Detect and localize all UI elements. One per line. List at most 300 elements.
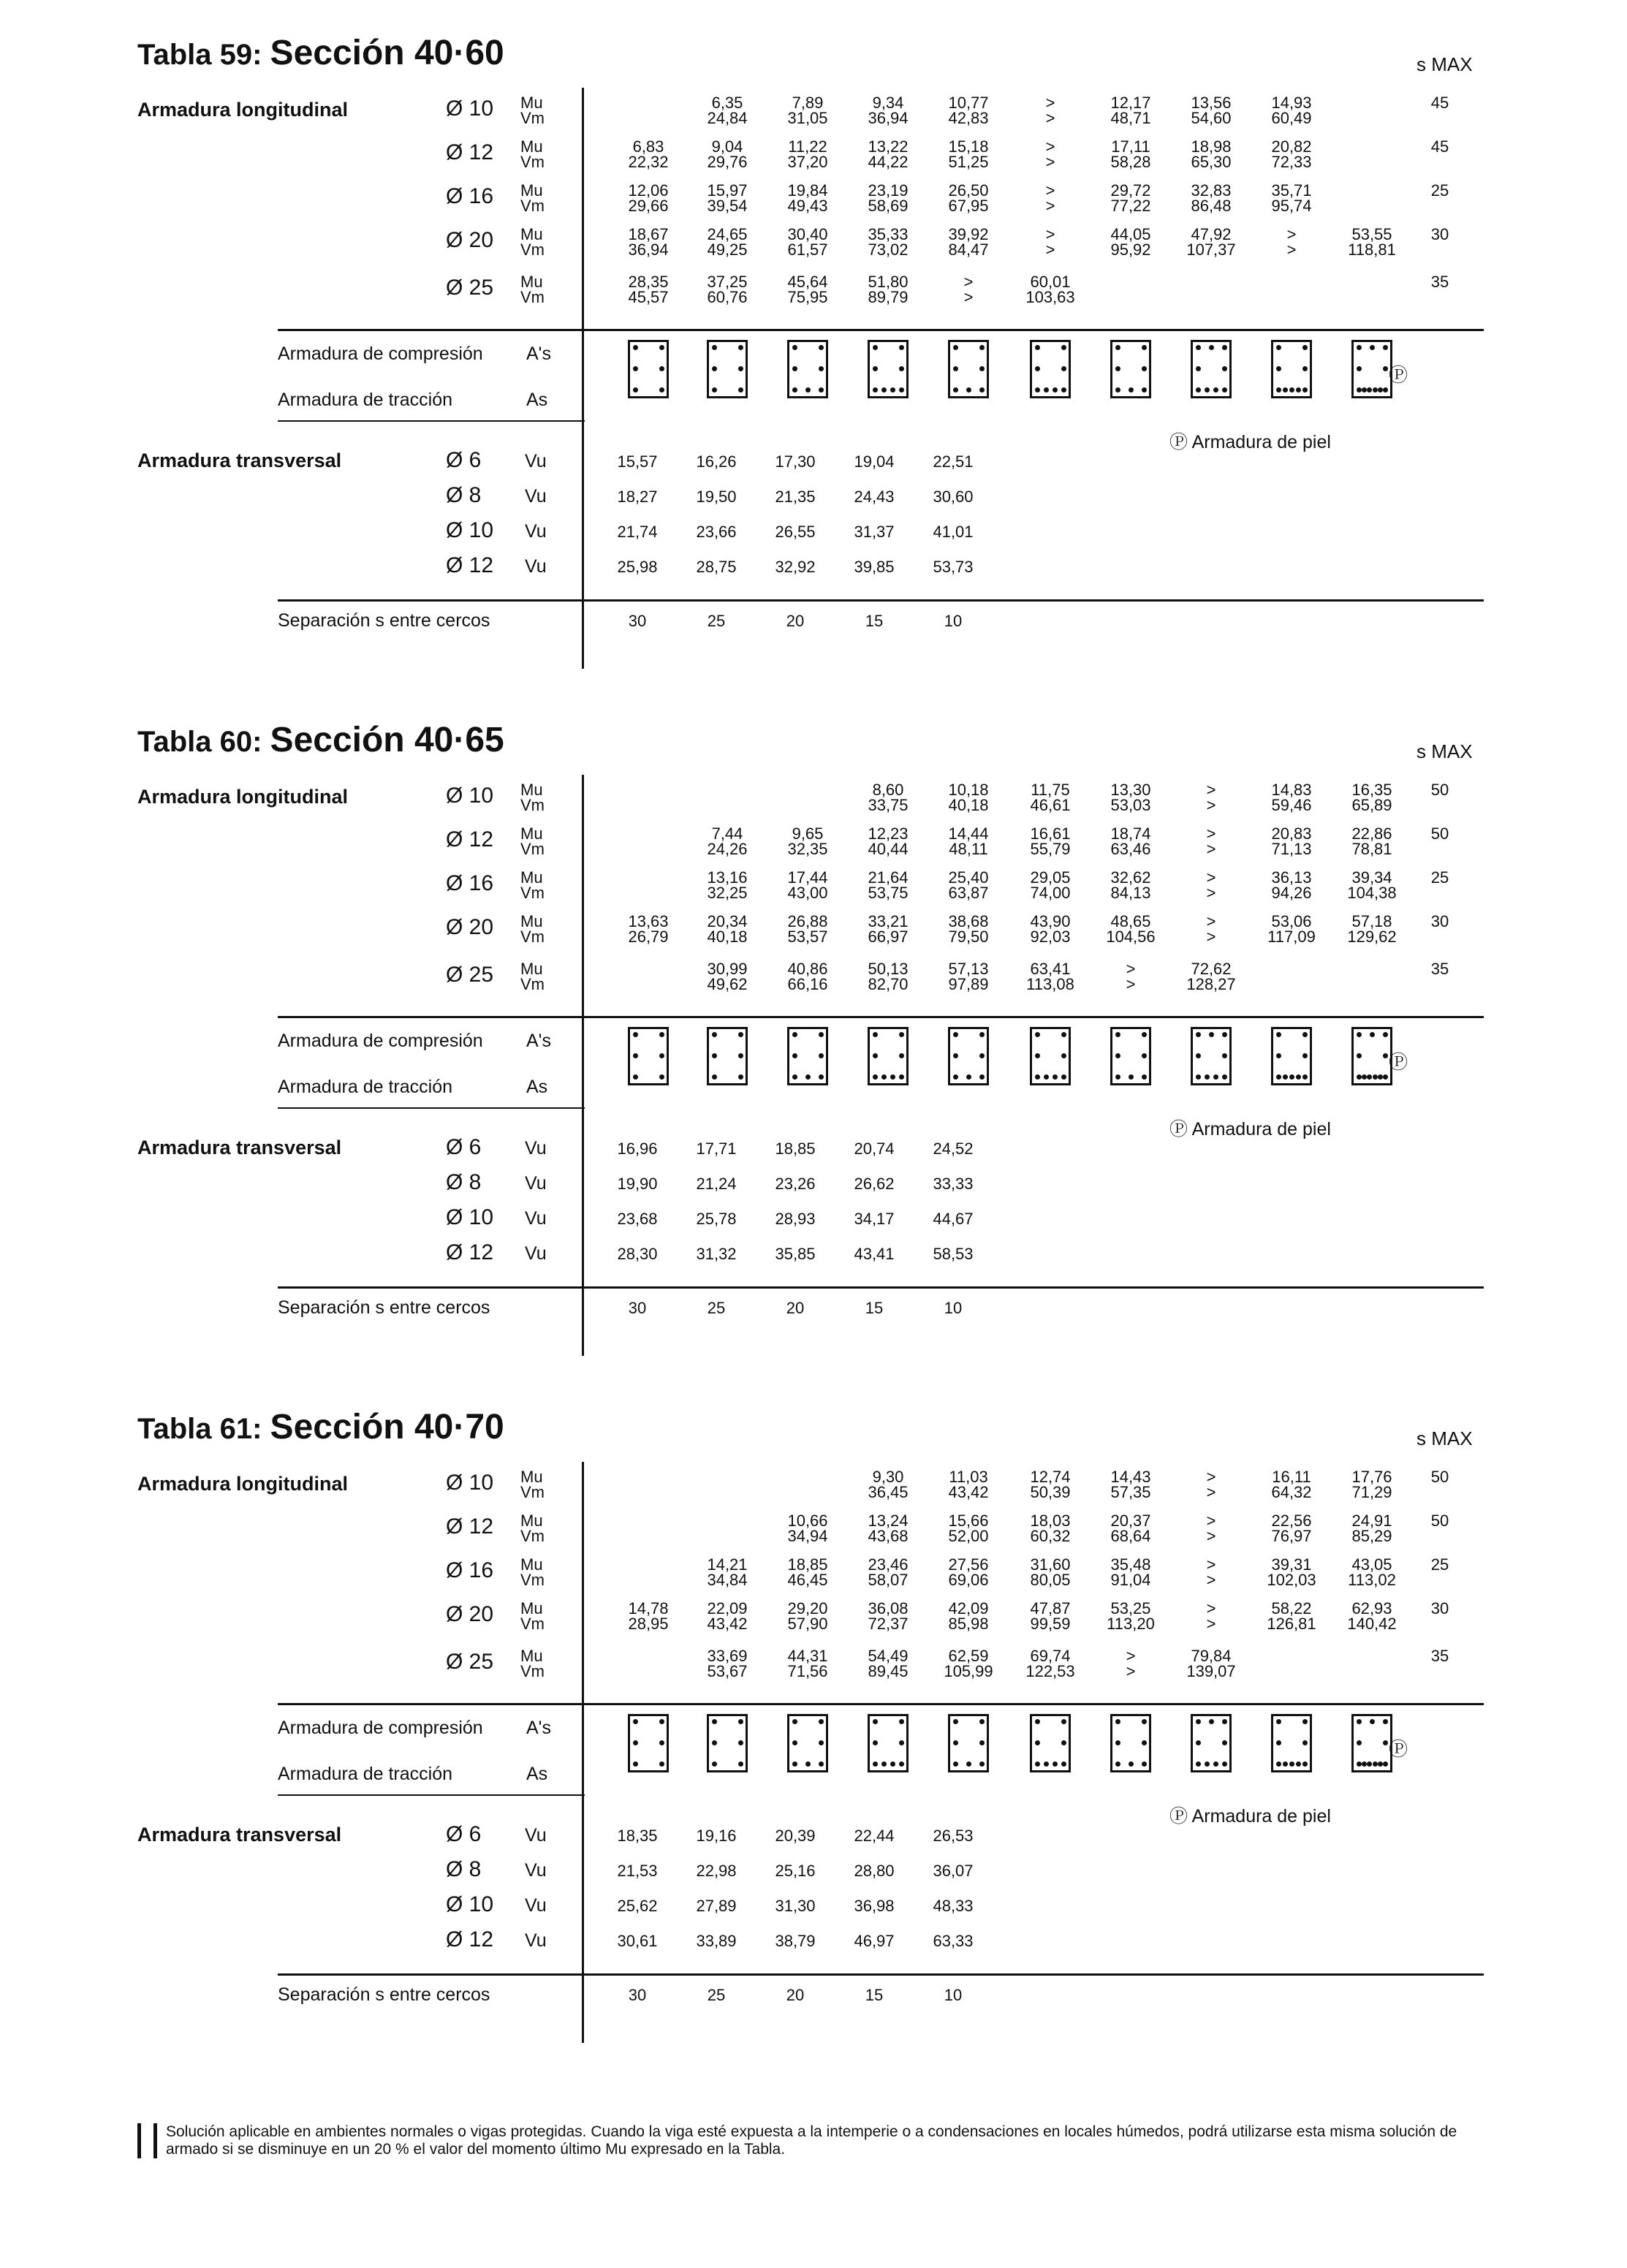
rebar-dot xyxy=(633,1053,638,1058)
vu-value: 28,80 xyxy=(854,1862,895,1880)
section-drawing xyxy=(948,1714,989,1772)
rebar-dot xyxy=(1276,1053,1281,1058)
cell-value: 9,30 xyxy=(872,1468,904,1486)
mu-label: Mu xyxy=(520,1555,543,1574)
cell-value: 36,08 xyxy=(868,1599,909,1617)
vu-value: 63,33 xyxy=(933,1932,974,1950)
cell-value: 14,83 xyxy=(1271,781,1312,799)
cell-value: 49,62 xyxy=(707,975,748,993)
cell-value: 16,35 xyxy=(1351,781,1392,799)
rebar-dot xyxy=(712,387,717,392)
vu-value: 36,98 xyxy=(854,1897,895,1915)
cell-value: 18,85 xyxy=(787,1555,828,1574)
cell-value: 43,42 xyxy=(948,1483,989,1501)
cell-value: 66,16 xyxy=(787,975,828,993)
rebar-dot xyxy=(1142,1053,1147,1058)
rebar-dot xyxy=(659,1740,664,1745)
mu-vm-label xyxy=(520,183,545,213)
diameter-label: Ø 20 xyxy=(446,915,494,939)
cell-value: 69,74 xyxy=(1030,1647,1071,1665)
cell-value: 24,91 xyxy=(1351,1512,1392,1530)
rebar-dot xyxy=(1373,1074,1378,1080)
rebar-dot xyxy=(1115,1074,1120,1080)
section-drawing xyxy=(1030,1714,1071,1772)
cell-value: 54,60 xyxy=(1191,109,1232,127)
table-cell xyxy=(1324,1557,1419,1588)
rebar-dot xyxy=(1129,1761,1134,1767)
mu-label: Mu xyxy=(520,1647,543,1665)
separator xyxy=(278,1703,1484,1705)
separator xyxy=(278,1794,585,1796)
cell-value: > xyxy=(1206,840,1216,858)
rebar-dot xyxy=(966,1074,971,1080)
cell-value: 39,54 xyxy=(707,197,748,215)
rebar-dot xyxy=(1142,366,1147,371)
rebar-dot xyxy=(805,387,811,392)
rebar-dot xyxy=(1302,1740,1308,1745)
mu-label: Mu xyxy=(520,781,543,799)
vm-label: Vm xyxy=(520,975,545,993)
table-cell xyxy=(1003,274,1098,305)
diameter-label: Ø 8 xyxy=(446,483,482,507)
vm-label: Vm xyxy=(520,884,545,902)
rebar-dot xyxy=(899,345,904,350)
cell-value: 63,41 xyxy=(1030,960,1071,978)
compression-symbol: A's xyxy=(526,1718,551,1738)
rebar-dot xyxy=(712,1740,717,1745)
mu-vm-label xyxy=(520,139,545,170)
cell-value: 45,57 xyxy=(628,288,669,306)
diameter-label: Ø 20 xyxy=(446,228,494,252)
vm-label: Vm xyxy=(520,1662,545,1680)
rebar-dot xyxy=(1196,387,1201,392)
rebar-dot xyxy=(1302,345,1308,350)
rebar-dot xyxy=(1196,1719,1201,1724)
cell-value: 60,76 xyxy=(707,288,748,306)
vu-value: 18,85 xyxy=(775,1139,816,1158)
vu-value: 31,32 xyxy=(696,1245,737,1263)
vu-value: 58,53 xyxy=(933,1245,974,1263)
vu-value: 26,62 xyxy=(854,1175,895,1193)
table-cell xyxy=(921,1648,1016,1679)
cell-value: 36,94 xyxy=(868,109,909,127)
table-block xyxy=(0,1407,1627,2050)
cell-value: 15,97 xyxy=(707,181,748,200)
rebar-dot xyxy=(1383,1719,1388,1724)
cell-value: 140,42 xyxy=(1347,1615,1397,1633)
cell-value: 53,06 xyxy=(1271,912,1312,930)
rebar-dot xyxy=(1115,1740,1120,1745)
cell-value: 42,09 xyxy=(948,1599,989,1617)
cell-value: 12,74 xyxy=(1030,1468,1071,1486)
smax-header: s MAX xyxy=(1416,740,1473,762)
rebar-dot xyxy=(1142,1719,1147,1724)
vertical-rule xyxy=(582,1462,584,2043)
cell-value: 50,13 xyxy=(868,960,909,978)
rebar-dot xyxy=(953,1761,958,1767)
cell-value: 37,25 xyxy=(707,273,748,291)
rebar-dot xyxy=(1061,1761,1066,1767)
rebar-dot xyxy=(1061,345,1066,350)
cell-value: 60,49 xyxy=(1271,109,1312,127)
rebar-dot xyxy=(1061,1719,1066,1724)
table-cell xyxy=(1324,782,1419,813)
cell-value: 51,25 xyxy=(948,153,989,171)
rebar-dot xyxy=(979,1719,985,1724)
vu-value: 48,33 xyxy=(933,1897,974,1915)
cell-value: > xyxy=(1126,975,1136,993)
rebar-dot xyxy=(659,366,664,371)
rebar-dot xyxy=(899,387,904,392)
cell-value: > xyxy=(963,273,974,291)
cell-value: > xyxy=(1206,796,1216,814)
rebar-dot xyxy=(1222,1074,1227,1080)
rebar-dot xyxy=(1035,1719,1040,1724)
cell-value: 43,42 xyxy=(707,1615,748,1633)
cell-value: 79,50 xyxy=(948,928,989,946)
traction-symbol: As xyxy=(526,1077,548,1097)
vu-value: 18,27 xyxy=(617,488,658,506)
cell-value: 32,35 xyxy=(787,840,828,858)
rebar-dot xyxy=(1213,387,1218,392)
rebar-dot xyxy=(953,1074,958,1080)
cell-value: > xyxy=(1045,109,1055,127)
diameter-label: Ø 12 xyxy=(446,827,494,852)
vm-label: Vm xyxy=(520,240,545,259)
rebar-dot xyxy=(873,1053,878,1058)
section-drawing xyxy=(868,340,909,398)
rebar-dot xyxy=(1383,1053,1388,1058)
vm-label: Vm xyxy=(520,840,545,858)
cell-value: 32,83 xyxy=(1191,181,1232,200)
cell-value: 113,20 xyxy=(1107,1615,1155,1633)
cell-value: 47,87 xyxy=(1030,1599,1071,1617)
rebar-dot xyxy=(1061,1053,1066,1058)
compression-label: Armadura de compresión xyxy=(278,1031,483,1051)
vm-label: Vm xyxy=(520,1571,545,1589)
rebar-dot xyxy=(953,1053,958,1058)
table-cell xyxy=(1324,1513,1419,1544)
vu-value: 43,41 xyxy=(854,1245,895,1263)
cell-value: > xyxy=(963,288,974,306)
cell-value: 94,26 xyxy=(1271,884,1312,902)
rebar-dot xyxy=(1209,345,1214,350)
rebar-dot xyxy=(1035,1740,1040,1745)
cell-value: 34,84 xyxy=(707,1571,748,1589)
rebar-dot xyxy=(1115,387,1120,392)
table-cell xyxy=(921,826,1016,857)
mu-label: Mu xyxy=(520,1599,543,1617)
sep-value: 15 xyxy=(865,1299,884,1317)
rebar-dot xyxy=(805,1761,811,1767)
sep-value: 20 xyxy=(786,612,805,630)
section-drawing xyxy=(1030,340,1071,398)
rebar-dot xyxy=(633,1074,638,1080)
cell-value: 52,00 xyxy=(948,1527,989,1545)
cell-value: > xyxy=(1045,197,1055,215)
cell-value: 16,11 xyxy=(1272,1468,1311,1486)
rebar-dot xyxy=(979,345,985,350)
rebar-dot xyxy=(1209,1032,1214,1037)
cell-value: 18,67 xyxy=(628,225,669,243)
cell-value: 103,63 xyxy=(1025,288,1075,306)
rebar-dot xyxy=(899,1032,904,1037)
rebar-dot xyxy=(1373,1761,1378,1767)
rebar-dot xyxy=(1035,387,1040,392)
vu-label: Vu xyxy=(525,556,547,577)
rebar-dot xyxy=(792,1074,797,1080)
rebar-dot xyxy=(1370,1719,1375,1724)
cell-value: 60,01 xyxy=(1030,273,1071,291)
cell-value: > xyxy=(1126,960,1136,978)
rebar-dot xyxy=(873,1719,878,1724)
trans-label: Armadura transversal xyxy=(137,450,342,471)
vu-value: 30,61 xyxy=(617,1932,658,1950)
rebar-dot xyxy=(1276,345,1281,350)
sep-value: 25 xyxy=(707,612,726,630)
table-cell xyxy=(921,914,1016,944)
vu-label: Vu xyxy=(525,1860,547,1881)
cell-value: 122,53 xyxy=(1025,1662,1075,1680)
vu-value: 21,35 xyxy=(775,488,816,506)
cell-value: 104,38 xyxy=(1347,884,1397,902)
rebar-dot xyxy=(899,366,904,371)
rebar-dot xyxy=(819,1740,824,1745)
cell-value: 43,05 xyxy=(1351,1555,1392,1574)
diameter-label: Ø 25 xyxy=(446,963,494,987)
rebar-dot xyxy=(899,1740,904,1745)
vu-label: Vu xyxy=(525,451,547,471)
vu-value: 16,26 xyxy=(696,452,737,471)
vu-label: Vu xyxy=(525,1208,547,1229)
cell-value: 63,87 xyxy=(948,884,989,902)
cell-value: > xyxy=(1045,181,1055,200)
cell-value: 64,32 xyxy=(1271,1483,1312,1501)
rebar-dot xyxy=(1367,1761,1372,1767)
rebar-dot xyxy=(738,366,743,371)
vu-label: Vu xyxy=(525,1895,547,1916)
smax-value: 30 xyxy=(1430,912,1449,930)
rebar-dot xyxy=(1222,387,1227,392)
section-drawing xyxy=(1110,1714,1151,1772)
smax-value: 50 xyxy=(1430,1512,1449,1530)
vu-value: 20,39 xyxy=(775,1827,816,1845)
rebar-dot xyxy=(1383,387,1388,392)
cell-value: 31,60 xyxy=(1030,1555,1071,1574)
mu-label: Mu xyxy=(520,960,543,978)
section-drawing xyxy=(1271,1714,1312,1772)
vu-value: 16,96 xyxy=(617,1139,658,1158)
smax-value: 45 xyxy=(1430,94,1449,112)
vu-value: 24,52 xyxy=(933,1139,974,1158)
smax-value: 25 xyxy=(1430,1555,1449,1574)
skin-label: Ⓟ Armadura de piel xyxy=(1169,432,1331,452)
rebar-dot xyxy=(819,1032,824,1037)
cell-value: 10,66 xyxy=(787,1512,828,1530)
rebar-dot xyxy=(979,1053,985,1058)
rebar-dot xyxy=(1213,1761,1218,1767)
smax-value: 25 xyxy=(1430,181,1449,200)
rebar-dot xyxy=(1289,387,1294,392)
rebar-dot xyxy=(1044,387,1049,392)
rebar-dot xyxy=(873,1740,878,1745)
table-cell xyxy=(921,870,1016,900)
cell-value: 113,08 xyxy=(1026,975,1074,993)
rebar-dot xyxy=(1035,1074,1040,1080)
cell-value: 49,25 xyxy=(707,240,748,259)
table-cell xyxy=(921,183,1016,213)
cell-value: 53,57 xyxy=(787,928,828,946)
diameter-label: Ø 12 xyxy=(446,1927,494,1952)
table-cell xyxy=(921,95,1016,126)
cell-value: 14,78 xyxy=(628,1599,669,1617)
cell-value: 58,28 xyxy=(1110,153,1151,171)
mu-vm-label xyxy=(520,914,545,944)
cell-value: > xyxy=(1206,884,1216,902)
rebar-dot xyxy=(1378,1074,1383,1080)
diameter-label: Ø 6 xyxy=(446,1135,482,1159)
rebar-dot xyxy=(1357,1719,1362,1724)
rebar-dot xyxy=(1357,387,1362,392)
rebar-dot xyxy=(633,1740,638,1745)
rebar-dot xyxy=(1362,387,1367,392)
rebar-dot xyxy=(1302,366,1308,371)
cell-value: 40,44 xyxy=(868,840,909,858)
cell-value: 76,97 xyxy=(1271,1527,1312,1545)
cell-value: 99,59 xyxy=(1030,1615,1071,1633)
vu-label: Vu xyxy=(525,1825,547,1846)
table-cell xyxy=(921,227,1016,257)
rebar-dot xyxy=(1142,345,1147,350)
cell-value: 62,59 xyxy=(948,1647,989,1665)
cell-value: 58,22 xyxy=(1271,1599,1312,1617)
vu-value: 33,89 xyxy=(696,1932,737,1950)
section-title: Sección 40·70 xyxy=(270,1408,504,1446)
cell-value: > xyxy=(1045,153,1055,171)
cell-value: 29,72 xyxy=(1110,181,1151,200)
sep-value: 15 xyxy=(865,1986,884,2004)
vu-value: 28,93 xyxy=(775,1210,816,1228)
cell-value: 65,30 xyxy=(1191,153,1232,171)
cell-value: 14,44 xyxy=(948,824,989,843)
rebar-dot xyxy=(1296,1761,1301,1767)
vu-value: 31,30 xyxy=(775,1897,816,1915)
vu-value: 19,16 xyxy=(696,1827,737,1845)
mu-vm-label xyxy=(520,227,545,257)
cell-value: 35,71 xyxy=(1271,181,1312,200)
rebar-dot xyxy=(1357,1761,1362,1767)
cell-value: 6,83 xyxy=(632,137,664,156)
rebar-dot xyxy=(873,387,878,392)
cell-value: 20,37 xyxy=(1110,1512,1151,1530)
rebar-dot xyxy=(1296,1074,1301,1080)
cell-value: > xyxy=(1045,137,1055,156)
vm-label: Vm xyxy=(520,1615,545,1633)
cell-value: > xyxy=(1206,912,1216,930)
rebar-dot xyxy=(1053,387,1058,392)
smax-header: s MAX xyxy=(1416,1427,1473,1449)
cell-value: 13,16 xyxy=(707,868,748,887)
cell-value: 13,56 xyxy=(1191,94,1232,112)
rebar-dot xyxy=(659,1053,664,1058)
rebar-dot xyxy=(819,1053,824,1058)
rebar-dot xyxy=(1115,1761,1120,1767)
rebar-dot xyxy=(659,1074,664,1080)
cell-value: 51,80 xyxy=(868,273,909,291)
smax-value: 35 xyxy=(1430,1647,1449,1665)
mu-vm-label xyxy=(520,1513,545,1544)
rebar-dot xyxy=(1222,345,1227,350)
vu-value: 21,53 xyxy=(617,1862,658,1880)
rebar-dot xyxy=(792,1740,797,1745)
rebar-dot xyxy=(1362,1761,1367,1767)
cell-value: 65,89 xyxy=(1351,796,1392,814)
cell-value: > xyxy=(1206,1512,1216,1530)
rebar-dot xyxy=(738,1719,743,1724)
cell-value: 57,13 xyxy=(948,960,989,978)
rebar-dot xyxy=(1373,387,1378,392)
rebar-dot xyxy=(1362,1074,1367,1080)
rebar-dot xyxy=(792,1032,797,1037)
cell-value: 95,74 xyxy=(1271,197,1312,215)
cell-value: 58,69 xyxy=(868,197,909,215)
rebar-dot xyxy=(890,387,895,392)
cell-value: 73,02 xyxy=(868,240,909,259)
vu-value: 23,68 xyxy=(617,1210,658,1228)
vu-value: 35,85 xyxy=(775,1245,816,1263)
cell-value: > xyxy=(1206,824,1216,843)
rebar-dot xyxy=(633,345,638,350)
rebar-dot xyxy=(1302,1074,1308,1080)
vu-value: 27,89 xyxy=(696,1897,737,1915)
vu-label: Vu xyxy=(525,1173,547,1194)
rebar-dot xyxy=(1061,1740,1066,1745)
cell-value: 61,57 xyxy=(787,240,828,259)
vu-value: 30,60 xyxy=(933,488,974,506)
mu-vm-label xyxy=(520,1601,545,1631)
cell-value: 20,83 xyxy=(1271,824,1312,843)
cell-value: 14,43 xyxy=(1110,1468,1151,1486)
rebar-dot xyxy=(1357,1053,1362,1058)
cell-value: 47,92 xyxy=(1191,225,1232,243)
cell-value: 36,13 xyxy=(1271,868,1312,887)
vu-value: 41,01 xyxy=(933,523,974,541)
traction-symbol: As xyxy=(526,390,548,410)
cell-value: 85,98 xyxy=(948,1615,989,1633)
rebar-dot xyxy=(979,1032,985,1037)
cell-value: 48,71 xyxy=(1110,109,1151,127)
cell-value: 20,82 xyxy=(1271,137,1312,156)
vu-value: 19,04 xyxy=(854,452,895,471)
rebar-dot xyxy=(738,1032,743,1037)
rebar-dot xyxy=(953,387,958,392)
cell-value: 33,69 xyxy=(707,1647,748,1665)
skin-symbol: Ⓟ xyxy=(1389,1051,1408,1073)
rebar-dot xyxy=(738,1761,743,1767)
cell-value: 55,79 xyxy=(1030,840,1071,858)
rebar-dot xyxy=(873,1074,878,1080)
mu-vm-label xyxy=(520,274,545,305)
vu-value: 22,51 xyxy=(933,452,974,471)
cell-value: 22,09 xyxy=(707,1599,748,1617)
diameter-label: Ø 12 xyxy=(446,553,494,577)
cell-value: 30,40 xyxy=(787,225,828,243)
sep-value: 10 xyxy=(944,1299,963,1317)
vu-value: 24,43 xyxy=(854,488,895,506)
vu-value: 38,79 xyxy=(775,1932,816,1950)
vm-label: Vm xyxy=(520,1527,545,1545)
long-label: Armadura longitudinal xyxy=(137,99,349,121)
